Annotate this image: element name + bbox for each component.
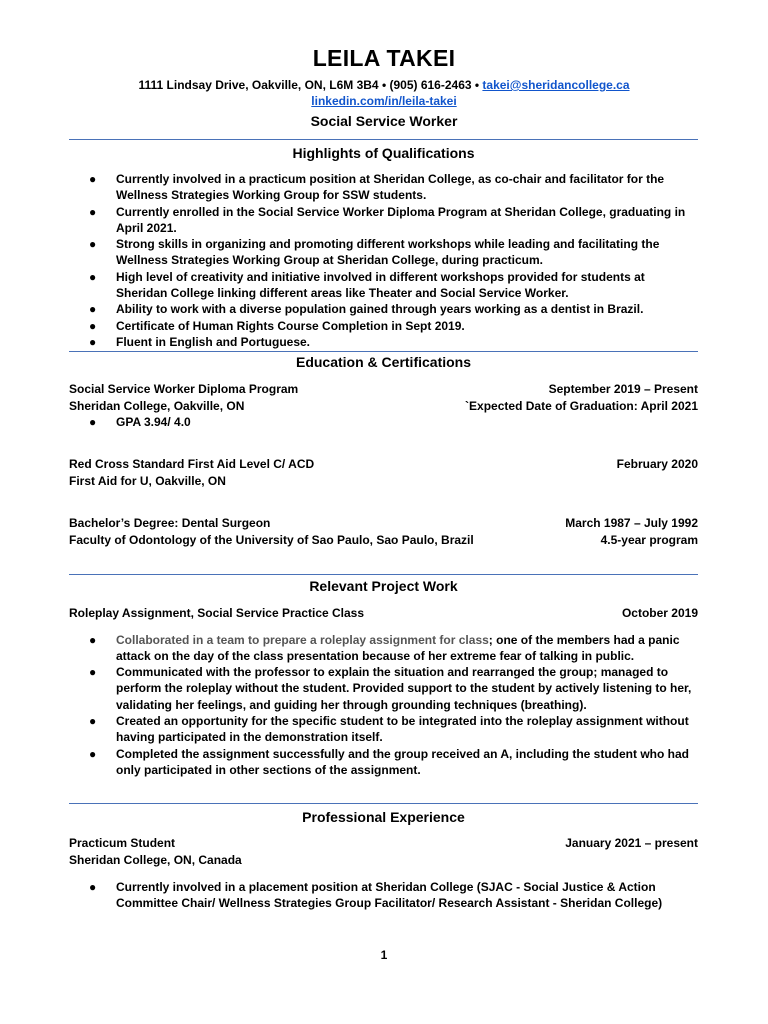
list-item: ● Collaborated in a team to prepare a roleplay assignment for class; one of the members had a panic attack on the day of the class presentation because of her extreme fear of talking in public. [89, 632, 680, 663]
entry-title: Roleplay Assignment, Social Service Practice Class [69, 606, 365, 620]
list-item: ● GPA 3.94/ 4.0 [89, 415, 191, 429]
project-list [69, 632, 698, 779]
project-entry [69, 605, 698, 778]
entry-date: September 2019 – Present [548, 382, 698, 396]
divider [69, 139, 698, 140]
list-item: ● Currently involved in a placement position at Sheridan College (SJAC - Social Justice & Action Committee Chair/ Wellness Strategies Group Facilitator/ Research Assistant - Sheridan College) [89, 880, 663, 911]
entry-institution: Sheridan College, ON, Canada [69, 852, 242, 867]
entry-institution: First Aid for U, Oakville, ON [69, 473, 226, 488]
entry-title: Social Service Worker Diploma Program [69, 382, 299, 396]
list-item: ● Fluent in English and Portuguese. [89, 334, 311, 349]
education-entry [69, 381, 698, 430]
list-item: ● Created an opportunity for the specific student to be integrated into the roleplay assignment without having participated in the demonstration itself. [89, 713, 689, 745]
list-item: ● Certificate of Human Rights Course Completion in Sept 2019. [89, 318, 465, 333]
entry-note: `Expected Date of Graduation: April 2021 [465, 398, 698, 413]
candidate-name: LEILA TAKEI [312, 45, 456, 71]
education-section-heading [69, 353, 698, 371]
linkedin-link[interactable]: linkedin.com/in/leila-takei [311, 94, 457, 108]
highlights-section [69, 144, 698, 350]
resume-header [0, 44, 768, 130]
list-item: ● Strong skills in organizing and promoting different workshops while leading and facilitating the Wellness Strategies Working Group at Sheridan College, during practicum. [89, 237, 660, 268]
entry-institution: Sheridan College, Oakville, ON [69, 398, 245, 413]
entry-date: February 2020 [616, 457, 698, 471]
entry-date: January 2021 – present [565, 836, 698, 850]
list-item: ● Currently involved in a practicum position at Sheridan College, as co-chair and facilitator for the Wellness Strategies Working Group for SSW students. [89, 172, 665, 203]
divider [69, 803, 698, 804]
education-entry [69, 515, 698, 548]
divider [69, 351, 698, 352]
entry-title: Bachelor’s Degree: Dental Surgeon [69, 516, 271, 530]
entry-date: March 1987 – July 1992 [565, 516, 698, 530]
education-entry [69, 456, 698, 489]
experience-entry [69, 835, 698, 912]
section-title-experience: Professional Experience [302, 809, 465, 825]
job-title: Social Service Worker [310, 113, 458, 129]
entry-note: 4.5-year program [600, 532, 698, 547]
email-link[interactable]: takei@sheridancollege.ca [482, 78, 630, 92]
entry-date: October 2019 [621, 606, 698, 620]
projects-section-heading [69, 577, 698, 595]
page-number: 1 [380, 948, 388, 962]
experience-list [69, 879, 698, 912]
address-phone: 1111 Lindsay Drive, Oakville, ON, L6M 3B4 • (905) 616-2463 • [138, 78, 483, 92]
contact-line [0, 77, 768, 93]
list-item: ● Ability to work with a diverse population gained through years working as a dentist in Brazil. [89, 302, 644, 317]
list-item: ● High level of creativity and initiative involved in different workshops provided for students at Sheridan College linking different areas like Theater and Social Service Worker. [89, 269, 645, 301]
section-title-projects: Relevant Project Work [309, 578, 458, 594]
entry-title: Practicum Student [69, 836, 176, 850]
entry-title: Red Cross Standard First Aid Level C/ ACD [69, 457, 315, 471]
divider [69, 574, 698, 575]
highlights-list [69, 171, 698, 350]
entry-institution: Faculty of Odontology of the University of Sao Paulo, Sao Paulo, Brazil [69, 532, 474, 547]
list-item: ● Completed the assignment successfully and the group received an A, including the student who had only participated in other sections of the assignment. [89, 746, 689, 777]
section-title-highlights: Highlights of Qualifications [292, 145, 475, 161]
list-item: ● Communicated with the professor to explain the situation and rearranged the group; managed to perform the roleplay without the student. Provided support to the student by actively listening to her, validating her feelings, and guiding her through grounding techniques (breathing). [89, 665, 692, 712]
experience-section-heading [69, 808, 698, 826]
section-title-education: Education & Certifications [295, 354, 472, 370]
list-item: ● Currently enrolled in the Social Service Worker Diploma Program at Sheridan College, graduating in April 2021. [89, 204, 686, 235]
